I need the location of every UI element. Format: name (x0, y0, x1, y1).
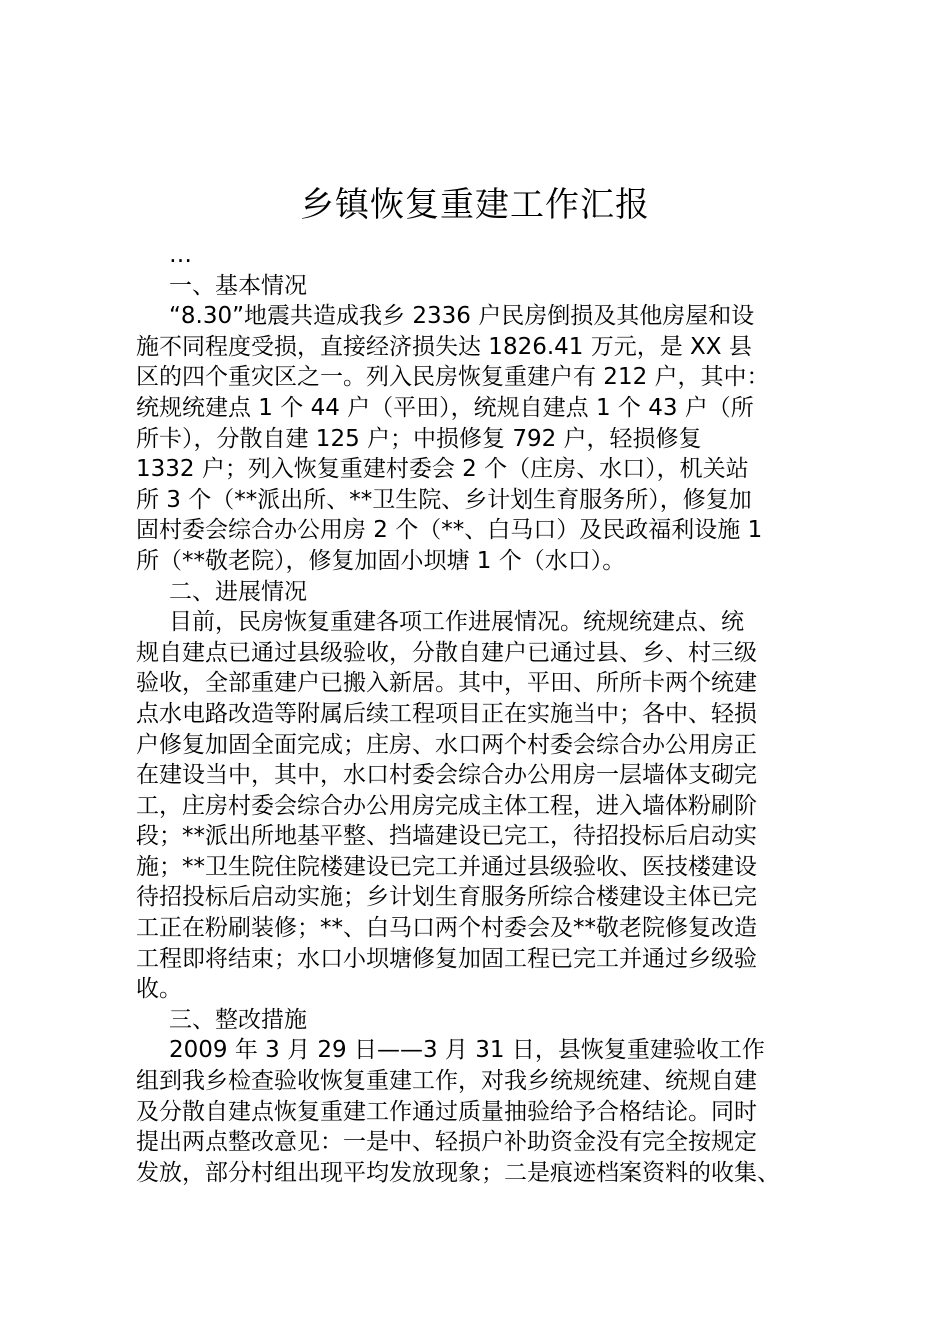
text-line: 二、进展情况 (169, 578, 307, 605)
text-line: 1332 户；列入恢复重建村委会 2 个（庄房、水口），机关站 (136, 456, 749, 483)
text-line: 规自建点已通过县级验收，分散自建户已通过县、乡、村三级 (136, 639, 757, 666)
text-line: “8.30”地震共造成我乡 2336 户民房倒损及其他房屋和设 (169, 303, 755, 330)
text-line: 发放，部分村组出现平均发放现象；二是痕迹档案资料的收集、 (136, 1159, 780, 1186)
text-line: 所 3 个（**派出所、**卫生院、乡计划生育服务所），修复加 (136, 486, 752, 513)
document-title: 乡镇恢复重建工作汇报 (300, 185, 650, 225)
text-line: 提出两点整改意见：一是中、轻损户补助资金没有完全按规定 (136, 1129, 757, 1156)
text-line: 2009 年 3 月 29 日——3 月 31 日，县恢复重建验收工作 (169, 1037, 765, 1064)
text-line: 户修复加固全面完成；庄房、水口两个村委会综合办公用房正 (136, 731, 757, 758)
text-line: 区的四个重灾区之一。列入民房恢复重建户有 212 户，其中： (136, 364, 770, 391)
text-line: 工正在粉刷装修；**、白马口两个村委会及**敬老院修复改造 (136, 915, 757, 942)
text-line: 验收，全部重建户已搬入新居。其中，平田、所所卡两个统建 (136, 670, 757, 697)
text-line: 目前，民房恢复重建各项工作进展情况。统规统建点、统 (169, 609, 744, 636)
text-line: 固村委会综合办公用房 2 个（**、白马口）及民政福利设施 1 (136, 517, 763, 544)
text-line: 一、基本情况 (169, 272, 307, 299)
text-line: 收。 (136, 976, 182, 1003)
text-line: 统规统建点 1 个 44 户（平田），统规自建点 1 个 43 户（所 (136, 394, 754, 421)
text-line: 工，庄房村委会综合办公用房完成主体工程，进入墙体粉刷阶 (136, 792, 757, 819)
text-line: 及分散自建点恢复重建工作通过质量抽验给予合格结论。同时 (136, 1098, 757, 1125)
text-line: 在建设当中，其中，水口村委会综合办公用房一层墙体支砌完 (136, 762, 757, 789)
text-line: 三、整改措施 (169, 1006, 307, 1033)
text-line: 所卡），分散自建 125 户；中损修复 792 户，轻损修复 (136, 425, 702, 452)
text-line: 段；**派出所地基平整、挡墙建设已完工，待招投标后启动实 (136, 823, 757, 850)
text-line: 施不同程度受损，直接经济损失达 1826.41 万元，是 XX 县 (136, 333, 752, 360)
text-line: 点水电路改造等附属后续工程项目正在实施当中；各中、轻损 (136, 700, 757, 727)
text-line: 组到我乡检查验收恢复重建工作，对我乡统规统建、统规自建 (136, 1068, 757, 1095)
text-line: 待招投标后启动实施；乡计划生育服务所综合楼建设主体已完 (136, 884, 757, 911)
document-body (136, 240, 831, 1188)
text-line: 施；**卫生院住院楼建设已完工并通过县级验收、医技楼建设 (136, 853, 757, 880)
text-line: … (169, 242, 192, 268)
text-line: 所（**敬老院），修复加固小坝塘 1 个（水口）。 (136, 547, 626, 574)
text-line: 工程即将结束；水口小坝塘修复加固工程已完工并通过乡级验 (136, 945, 757, 972)
